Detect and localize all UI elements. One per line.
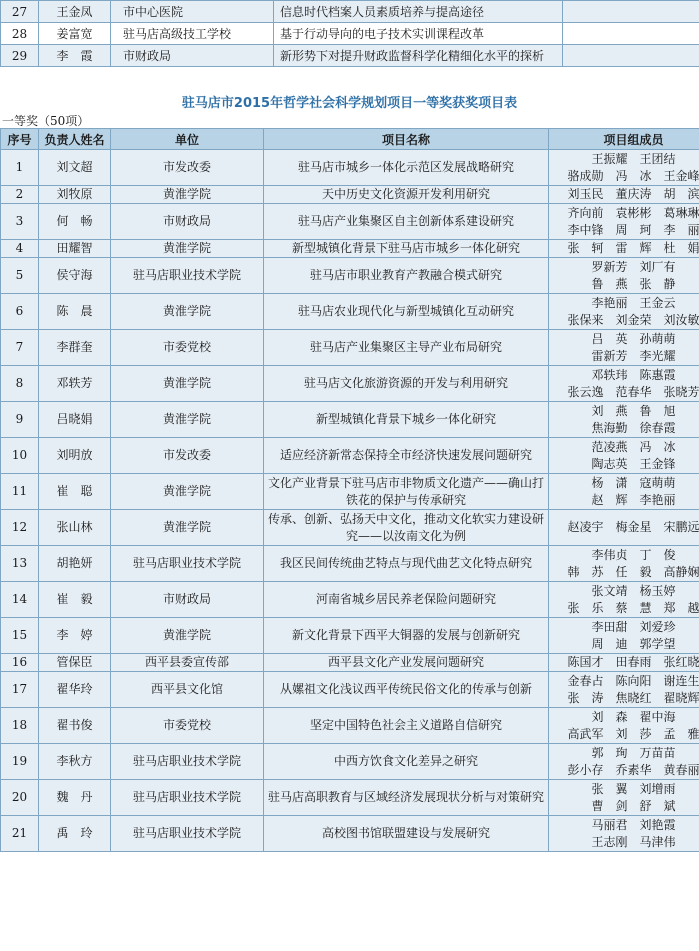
unit-name: 黄淮学院 — [111, 186, 264, 204]
leader-name: 李秋方 — [39, 744, 111, 780]
unit-name: 驻马店职业技术学院 — [111, 780, 264, 816]
unit-name: 黄淮学院 — [111, 294, 264, 330]
project-name: 适应经济新常态保持全市经济快速发展问题研究 — [264, 438, 549, 474]
leader-name: 崔 聪 — [39, 474, 111, 510]
leader-name: 吕晓娟 — [39, 402, 111, 438]
row-number: 11 — [1, 474, 39, 510]
unit-name: 市财政局 — [111, 204, 264, 240]
table-row — [1, 510, 699, 546]
unit-name: 黄淮学院 — [111, 510, 264, 546]
header-members: 项目组成员 — [549, 129, 699, 150]
leader-name: 陈 晨 — [39, 294, 111, 330]
project-name: 驻马店产业集聚区主导产业布局研究 — [264, 330, 549, 366]
leader-name: 何 畅 — [39, 204, 111, 240]
previous-award-table — [0, 0, 699, 67]
project-members: 刘 森 翟中海 高武军 刘 莎 孟 雅 — [549, 708, 699, 744]
header-no: 序号 — [1, 129, 39, 150]
leader-name: 翟书俊 — [39, 708, 111, 744]
row-number: 19 — [1, 744, 39, 780]
table-row — [1, 816, 699, 852]
project-members: 齐向前 袁彬彬 葛琳琳 李中锋 周 珂 李 丽 — [549, 204, 699, 240]
row-number: 6 — [1, 294, 39, 330]
row-number: 21 — [1, 816, 39, 852]
project-name: 天中历史文化资源开发利用研究 — [264, 186, 549, 204]
unit-name: 西平县委宣传部 — [111, 654, 264, 672]
unit-name: 驻马店高级技工学校 — [111, 23, 274, 45]
project-members: 陈国才 田春雨 张红晓 — [549, 654, 699, 672]
table-row — [1, 150, 699, 186]
project-members: 郭 珣 万苗苗 彭小存 乔素华 黄春丽 — [549, 744, 699, 780]
leader-name: 李群奎 — [39, 330, 111, 366]
table-row — [1, 1, 699, 23]
table-row — [1, 546, 699, 582]
project-name: 新文化背景下西平大铜器的发展与创新研究 — [264, 618, 549, 654]
table-row — [1, 582, 699, 618]
project-name: 河南省城乡居民养老保险问题研究 — [264, 582, 549, 618]
row-number: 2 — [1, 186, 39, 204]
table-row — [1, 294, 699, 330]
leader-name: 翟华玲 — [39, 672, 111, 708]
row-number: 29 — [1, 45, 39, 67]
leader-name: 刘文超 — [39, 150, 111, 186]
project-members: 王振耀 王团结 骆成勋 冯 冰 王金峰 — [549, 150, 699, 186]
project-name: 高校图书馆联盟建设与发展研究 — [264, 816, 549, 852]
project-members: 马丽君 刘艳霞 王志刚 马津伟 — [549, 816, 699, 852]
award-level-subtitle: 一等奖（50项） — [2, 114, 90, 128]
row-number: 3 — [1, 204, 39, 240]
project-name: 从嫘祖文化浅议西平传统民俗文化的传承与创新 — [264, 672, 549, 708]
project-name: 驻马店文化旅游资源的开发与利用研究 — [264, 366, 549, 402]
project-members: 邓轶玮 陈惠霞 张云逸 范春华 张晓芳 — [549, 366, 699, 402]
project-members: 罗新芳 刘厂有 鲁 燕 张 静 — [549, 258, 699, 294]
table-row — [1, 744, 699, 780]
project-members: 刘 燕 鲁 旭 焦海勤 徐春霞 — [549, 402, 699, 438]
header-row — [1, 129, 699, 150]
table-row — [1, 258, 699, 294]
row-number: 1 — [1, 150, 39, 186]
members-empty — [563, 1, 699, 23]
project-name: 传承、创新、弘扬天中文化，推动文化软实力建设研究——以汝南文化为例 — [264, 510, 549, 546]
unit-name: 西平县文化馆 — [111, 672, 264, 708]
row-number: 28 — [1, 23, 39, 45]
table-row — [1, 474, 699, 510]
project-name: 新型城镇化背景下驻马店市城乡一体化研究 — [264, 240, 549, 258]
table-row — [1, 204, 699, 240]
leader-name: 姜富宽 — [39, 23, 111, 45]
leader-name: 刘牧原 — [39, 186, 111, 204]
row-number: 5 — [1, 258, 39, 294]
row-number: 4 — [1, 240, 39, 258]
project-name: 驻马店高职教育与区域经济发展现状分析与对策研究 — [264, 780, 549, 816]
table-row — [1, 45, 699, 67]
project-name: 驻马店市职业教育产教融合模式研究 — [264, 258, 549, 294]
project-name: 新形势下对提升财政监督科学化精细化水平的探析 — [274, 45, 563, 67]
leader-name: 刘明放 — [39, 438, 111, 474]
table-row — [1, 618, 699, 654]
unit-name: 驻马店职业技术学院 — [111, 816, 264, 852]
unit-name: 黄淮学院 — [111, 618, 264, 654]
unit-name: 黄淮学院 — [111, 366, 264, 402]
unit-name: 驻马店职业技术学院 — [111, 258, 264, 294]
leader-name: 张山林 — [39, 510, 111, 546]
row-number: 20 — [1, 780, 39, 816]
first-prize-table — [0, 128, 699, 852]
leader-name: 王金凤 — [39, 1, 111, 23]
project-members: 杨 潇 寇萌萌 赵 辉 李艳丽 — [549, 474, 699, 510]
table-row — [1, 780, 699, 816]
row-number: 9 — [1, 402, 39, 438]
unit-name: 市委党校 — [111, 708, 264, 744]
table-row — [1, 708, 699, 744]
leader-name: 李 婷 — [39, 618, 111, 654]
leader-name: 侯守海 — [39, 258, 111, 294]
members-empty — [563, 23, 699, 45]
leader-name: 田耀智 — [39, 240, 111, 258]
header-name: 负责人姓名 — [39, 129, 111, 150]
table-row — [1, 654, 699, 672]
row-number: 12 — [1, 510, 39, 546]
project-name: 新型城镇化背景下城乡一体化研究 — [264, 402, 549, 438]
project-name: 中西方饮食文化差异之研究 — [264, 744, 549, 780]
leader-name: 管保臣 — [39, 654, 111, 672]
project-members: 李田甜 刘爱珍 周 迪 郭学望 — [549, 618, 699, 654]
project-members: 张 翼 刘增雨 曹 剑 舒 斌 — [549, 780, 699, 816]
table-row — [1, 438, 699, 474]
project-members: 张 轲 雷 辉 杜 娟 — [549, 240, 699, 258]
leader-name: 邓轶芳 — [39, 366, 111, 402]
unit-name: 驻马店职业技术学院 — [111, 744, 264, 780]
header-project: 项目名称 — [264, 129, 549, 150]
members-empty — [563, 45, 699, 67]
project-name: 驻马店市城乡一体化示范区发展战略研究 — [264, 150, 549, 186]
row-number: 18 — [1, 708, 39, 744]
leader-name: 李 霞 — [39, 45, 111, 67]
leader-name: 崔 毅 — [39, 582, 111, 618]
leader-name: 魏 丹 — [39, 780, 111, 816]
unit-name: 黄淮学院 — [111, 402, 264, 438]
table-row — [1, 330, 699, 366]
project-members: 李艳丽 王金云 张保来 刘金荣 刘汝敏 — [549, 294, 699, 330]
project-name: 坚定中国特色社会主义道路自信研究 — [264, 708, 549, 744]
unit-name: 市财政局 — [111, 45, 274, 67]
row-number: 17 — [1, 672, 39, 708]
project-members: 张文靖 杨玉婷 张 乐 蔡 慧 郑 越 — [549, 582, 699, 618]
project-name: 我区民间传统曲艺特点与现代曲艺文化特点研究 — [264, 546, 549, 582]
table-title: 驻马店市2015年哲学社会科学规划项目一等奖获奖项目表 — [181, 96, 518, 111]
unit-name: 市财政局 — [111, 582, 264, 618]
table-row — [1, 23, 699, 45]
project-name: 西平县文化产业发展问题研究 — [264, 654, 549, 672]
row-number: 27 — [1, 1, 39, 23]
row-number: 14 — [1, 582, 39, 618]
header-unit: 单位 — [111, 129, 264, 150]
table-row — [1, 366, 699, 402]
project-members: 李伟贞 丁 俊 韩 苏 任 毅 高静娴 — [549, 546, 699, 582]
project-name: 文化产业背景下驻马店市非物质文化遗产——确山打铁花的保护与传承研究 — [264, 474, 549, 510]
row-number: 13 — [1, 546, 39, 582]
project-name: 信息时代档案人员素质培养与提高途径 — [274, 1, 563, 23]
project-members: 吕 英 孙萌萌 雷新芳 李光耀 — [549, 330, 699, 366]
unit-name: 黄淮学院 — [111, 240, 264, 258]
leader-name: 胡艳妍 — [39, 546, 111, 582]
project-name: 驻马店农业现代化与新型城镇化互动研究 — [264, 294, 549, 330]
row-number: 8 — [1, 366, 39, 402]
project-name: 基于行动导向的电子技术实训课程改革 — [274, 23, 563, 45]
project-name: 驻马店产业集聚区自主创新体系建设研究 — [264, 204, 549, 240]
table-row — [1, 402, 699, 438]
unit-name: 黄淮学院 — [111, 474, 264, 510]
table-row — [1, 672, 699, 708]
table-row — [1, 186, 699, 204]
row-number: 16 — [1, 654, 39, 672]
project-members: 金春占 陈向阳 谢连生 张 涛 焦晓红 翟晓辉 — [549, 672, 699, 708]
unit-name: 市中心医院 — [111, 1, 274, 23]
unit-name: 市委党校 — [111, 330, 264, 366]
row-number: 7 — [1, 330, 39, 366]
leader-name: 禹 玲 — [39, 816, 111, 852]
row-number: 15 — [1, 618, 39, 654]
project-members: 刘玉民 董庆涛 胡 滨 — [549, 186, 699, 204]
unit-name: 驻马店职业技术学院 — [111, 546, 264, 582]
table-row — [1, 240, 699, 258]
project-members: 赵凌宇 梅金星 宋鹏远 — [549, 510, 699, 546]
unit-name: 市发改委 — [111, 150, 264, 186]
project-members: 范凌燕 冯 冰 陶志英 王金锋 — [549, 438, 699, 474]
row-number: 10 — [1, 438, 39, 474]
unit-name: 市发改委 — [111, 438, 264, 474]
